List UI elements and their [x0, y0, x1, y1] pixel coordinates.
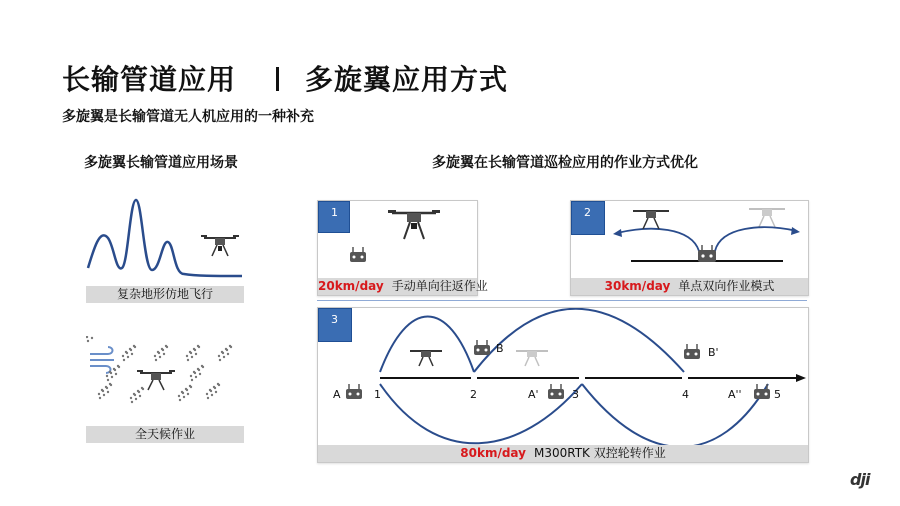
controller-icons [346, 340, 770, 399]
drone-icon [201, 235, 239, 256]
divider [317, 300, 807, 301]
mode-panel-1 [317, 200, 488, 296]
panel-1-badge: 1 [318, 201, 350, 233]
panel-3-speed: 80km/day [460, 446, 526, 460]
title-left: 长输管道应用 [62, 63, 237, 96]
label-A: A [333, 388, 341, 401]
label-B2: B' [708, 346, 719, 359]
controller-icon [350, 247, 366, 262]
label-p2: 2 [470, 388, 477, 401]
rain-icon [86, 336, 232, 403]
left-heading: 多旋翼长输管道应用场景 [84, 155, 238, 171]
panel-2-mode: 单点双向作业模式 [678, 279, 775, 293]
label-p4: 4 [682, 388, 689, 401]
panel-1-mode: 手动单向往返作业 [391, 279, 488, 293]
panel-3-caption [318, 445, 808, 462]
mode-panel-3 [317, 307, 809, 463]
label-p5: 5 [774, 388, 781, 401]
page-title [62, 58, 508, 98]
wind-icon [90, 347, 114, 373]
label-p3: 3 [572, 388, 579, 401]
panel-1-speed: 20km/day [318, 279, 384, 293]
panel-2-caption [571, 278, 808, 295]
label-A3: A'' [728, 388, 742, 401]
panel-3-mode: M300RTK 双控轮转作业 [533, 446, 666, 460]
drone-icon [137, 370, 175, 390]
label-B: B [496, 342, 504, 355]
bidirectional-diagram [571, 201, 808, 279]
relay-diagram [318, 308, 808, 446]
panel-1-caption [318, 278, 488, 295]
scene-caption-terrain: 复杂地形仿地飞行 [86, 286, 244, 303]
mode-panel-2 [570, 200, 809, 296]
drone-icon [388, 210, 440, 239]
title-right: 多旋翼应用方式 [305, 63, 509, 96]
right-heading: 多旋翼在长输管道巡检应用的作业方式优化 [432, 155, 698, 171]
weather-drone-icon [86, 336, 246, 416]
page-subtitle: 多旋翼是长输管道无人机应用的一种补充 [62, 109, 314, 125]
drone-faded-icon [516, 351, 548, 366]
dji-logo: dji [850, 470, 870, 489]
drone-icon [633, 211, 669, 229]
label-p1: 1 [374, 388, 381, 401]
title-separator [276, 67, 279, 91]
controller-icon [698, 245, 716, 262]
drone-icon [410, 351, 442, 366]
label-A2: A' [528, 388, 539, 401]
scene-caption-weather: 全天候作业 [86, 426, 244, 443]
panel-2-badge: 2 [571, 201, 605, 235]
terrain-drone-icon [80, 190, 250, 290]
drone-faded-icon [749, 209, 785, 227]
panel-2-speed: 30km/day [604, 279, 671, 293]
panel-3-badge: 3 [318, 308, 352, 342]
